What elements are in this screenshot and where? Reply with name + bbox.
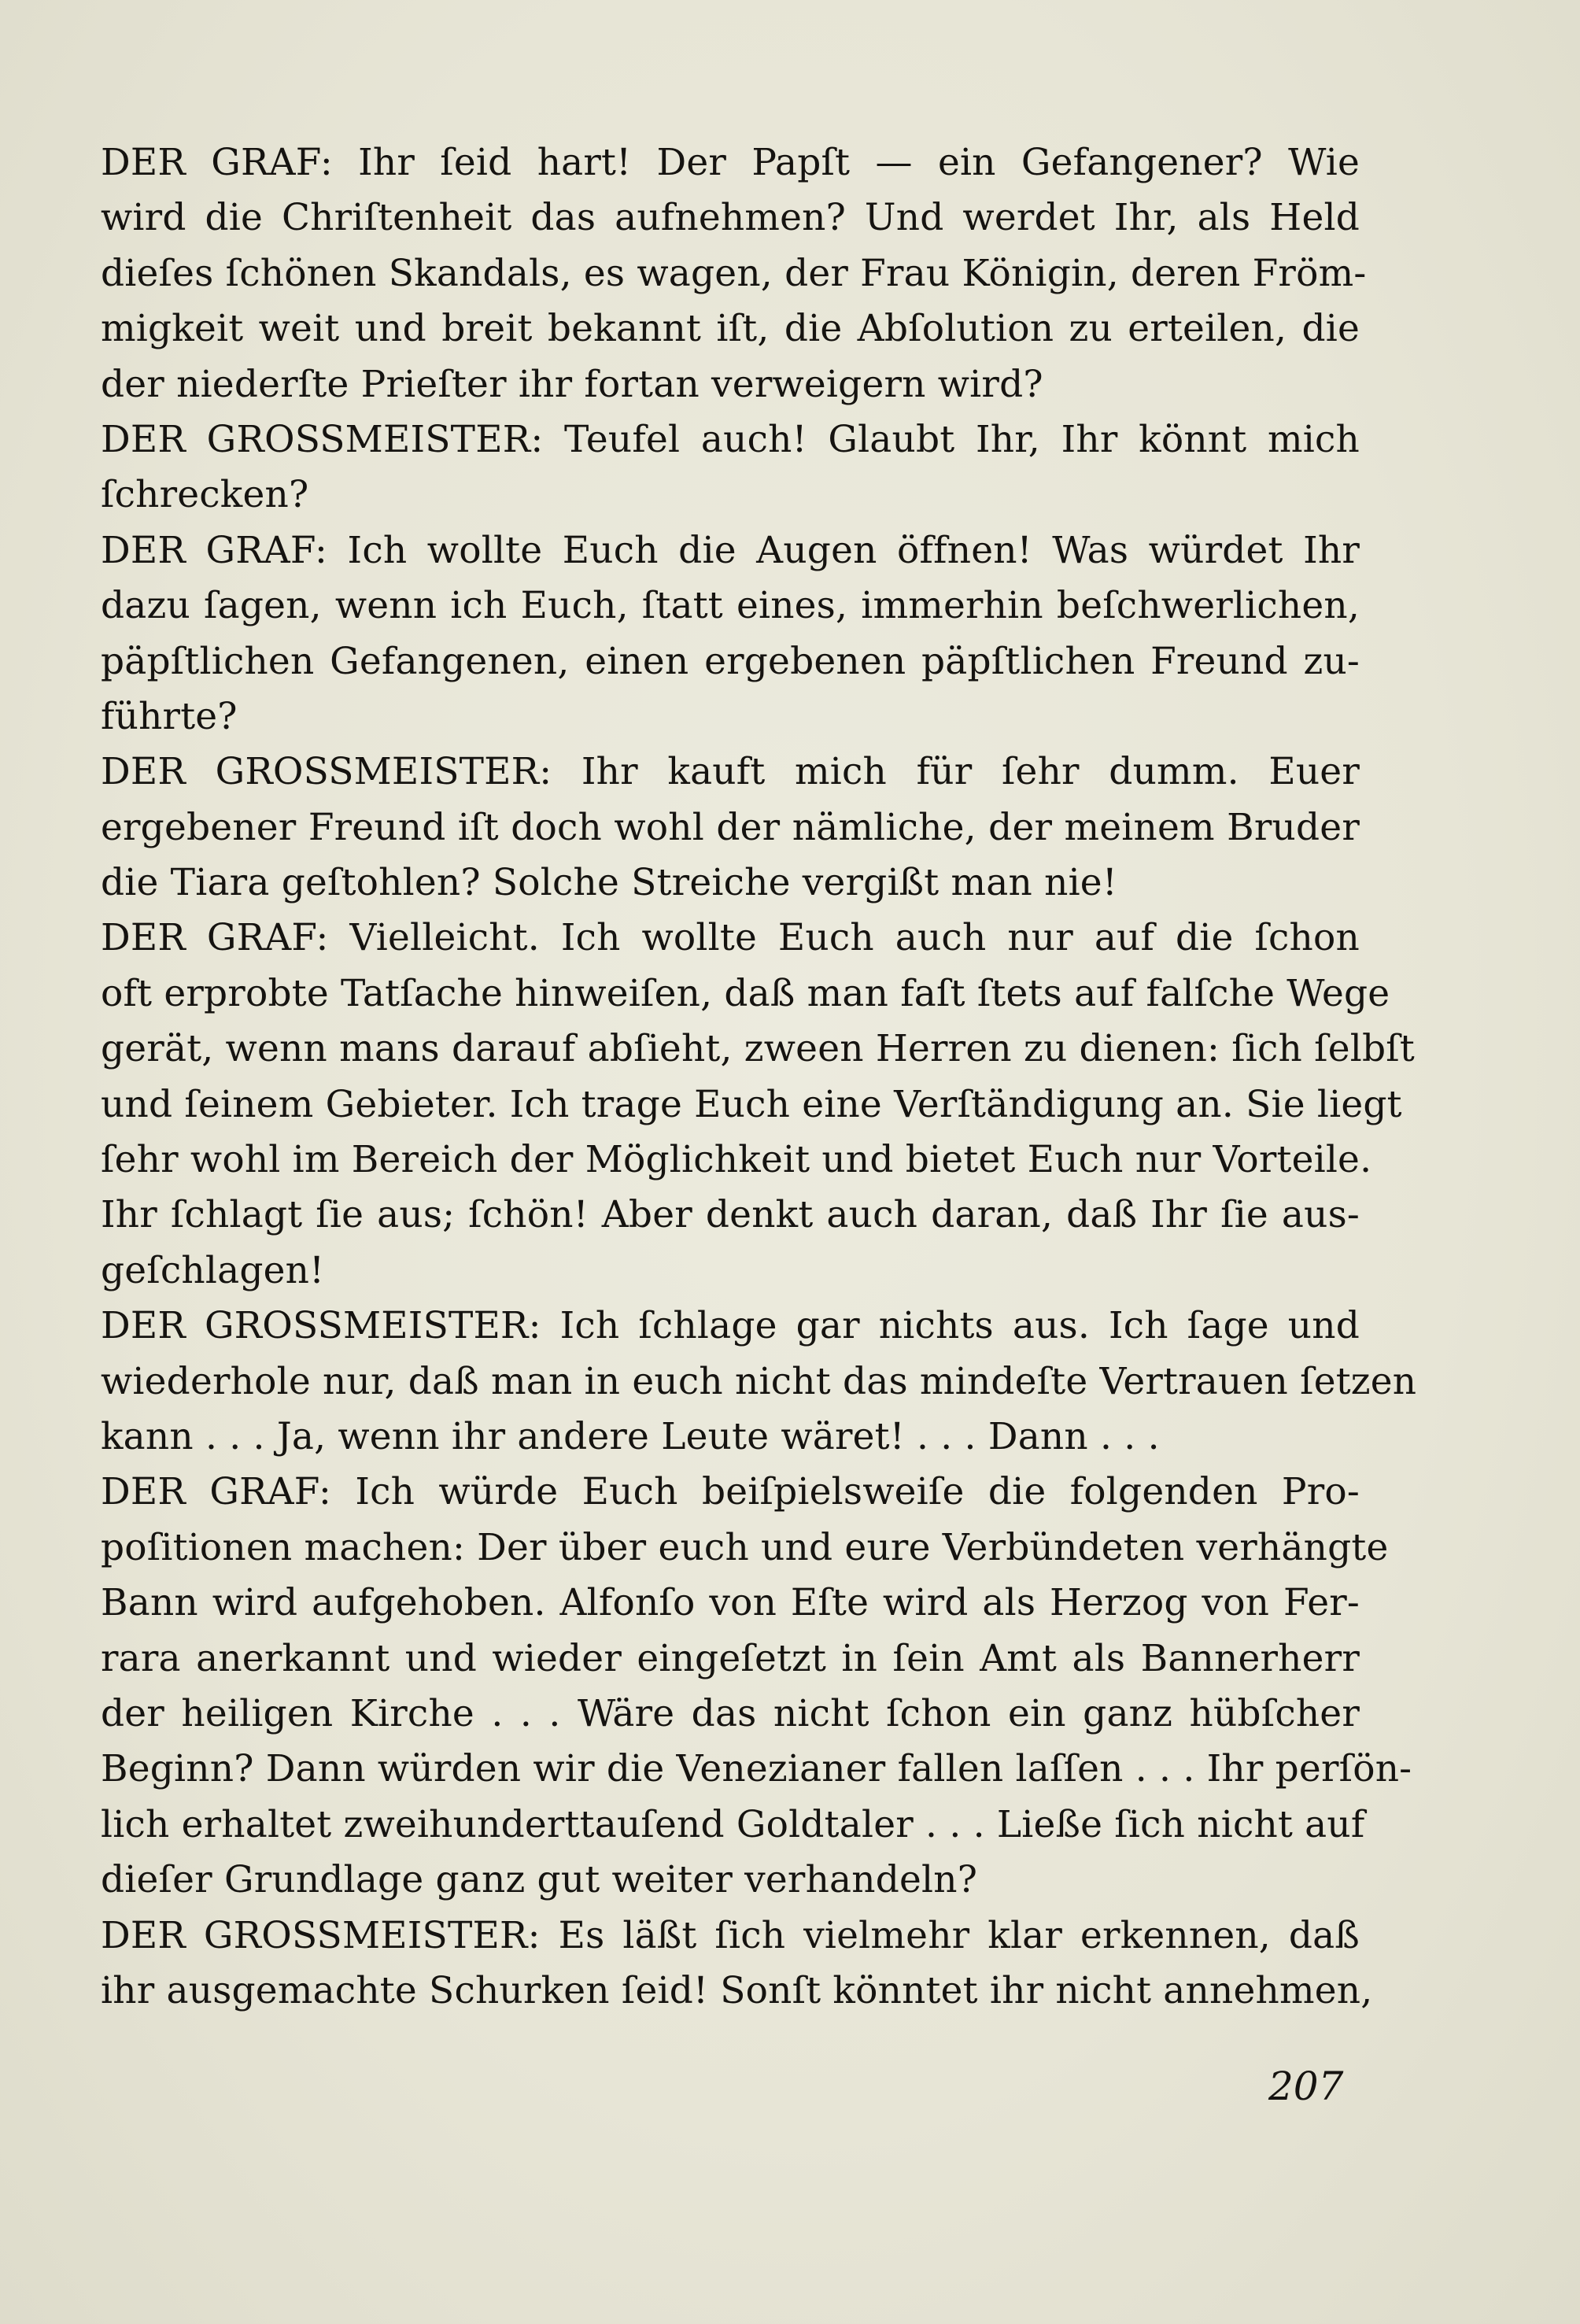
text-line: DER GROSSMEISTER: Es läßt ſich vielmehr klar erkennen, daß (101, 1913, 1360, 1957)
text-line: der heiligen Kirche . . . Wäre das nicht ſchon ein ganz hübſcher (101, 1691, 1360, 1735)
text-line: lich erhaltet zweihunderttauſend Goldtaler . . . Ließe ſich nicht auf (101, 1802, 1365, 1846)
body-text (101, 135, 1417, 2019)
text-line: migkeit weit und breit bekannt iſt, die Abſolution zu erteilen, die (101, 307, 1360, 351)
text-line: geſchlagen! (101, 1248, 325, 1292)
text-line: DER GRAF: Vielleicht. Ich wollte Euch auch nur auf die ſchon (101, 916, 1360, 960)
text-line: DER GRAF: Ihr ſeid hart! Der Papſt — ein Gefangener? Wie (101, 141, 1360, 184)
text-line: DER GRAF: Ich würde Euch beiſpielsweiſe die folgenden Pro- (101, 1470, 1360, 1514)
text-line: poſitionen machen: Der über euch und eure Verbündeten verhängte (101, 1525, 1389, 1569)
text-line: DER GRAF: Ich wollte Euch die Augen öffnen! Was würdet Ihr (101, 528, 1360, 572)
page-number: 207 (1268, 2064, 1344, 2109)
text-line: ihr ausgemachte Schurken ſeid! Sonſt könntet ihr nicht annehmen, (101, 1968, 1373, 2012)
text-line: wiederhole nur, daß man in euch nicht das mindeſte Vertrauen ſetzen (101, 1359, 1417, 1403)
text-line: die Tiara geſtohlen? Solche Streiche vergißt man nie! (101, 861, 1117, 905)
text-line: rara anerkannt und wieder eingeſetzt in ſein Amt als Bannerherr (101, 1636, 1360, 1680)
text-line: oft erprobte Tatſache hinweiſen, daß man faſt ſtets auf falſche Wege (101, 971, 1390, 1015)
text-line: gerät, wenn mans darauf abſieht, zween Herren zu dienen: ſich ſelbſt (101, 1027, 1415, 1071)
text-line: DER GROSSMEISTER: Teufel auch! Glaubt Ihr, Ihr könnt mich (101, 417, 1360, 461)
text-line: DER GROSSMEISTER: Ihr kauft mich für ſehr dumm. Euer (101, 750, 1360, 794)
text-line: der niederſte Prieſter ihr fortan verweigern wird? (101, 362, 1043, 406)
text-line: Bann wird aufgehoben. Alfonſo von Eſte wird als Herzog von Fer- (101, 1581, 1360, 1625)
text-line: päpſtlichen Gefangenen, einen ergebenen päpſtlichen Freund zu- (101, 639, 1360, 683)
text-line: ergebener Freund iſt doch wohl der nämliche, der meinem Bruder (101, 805, 1360, 849)
text-line: ſehr wohl im Bereich der Möglichkeit und bietet Euch nur Vorteile. (101, 1138, 1372, 1182)
text-line: dazu ſagen, wenn ich Euch, ſtatt eines, immerhin beſchwerlichen, (101, 584, 1360, 628)
text-line: DER GROSSMEISTER: Ich ſchlage gar nichts aus. Ich ſage und (101, 1304, 1360, 1348)
text-line: Ihr ſchlagt ſie aus; ſchön! Aber denkt auch daran, daß Ihr ſie aus- (101, 1193, 1360, 1237)
text-line: dieſes ſchönen Skandals, es wagen, der Frau Königin, deren Fröm- (101, 251, 1367, 295)
text-line: führte? (101, 694, 238, 738)
text-line: wird die Chriſtenheit das aufnehmen? Und werdet Ihr, als Held (101, 196, 1360, 240)
text-line: und ſeinem Gebieter. Ich trage Euch eine Verſtändigung an. Sie liegt (101, 1082, 1402, 1126)
text-line: ſchrecken? (101, 473, 309, 517)
text-line: dieſer Grundlage ganz gut weiter verhandeln? (101, 1858, 978, 1902)
text-line: Beginn? Dann würden wir die Venezianer fallen laſſen . . . Ihr perſön- (101, 1747, 1412, 1791)
text-line: kann . . . Ja, wenn ihr andere Leute wäret! . . . Dann . . . (101, 1414, 1160, 1458)
